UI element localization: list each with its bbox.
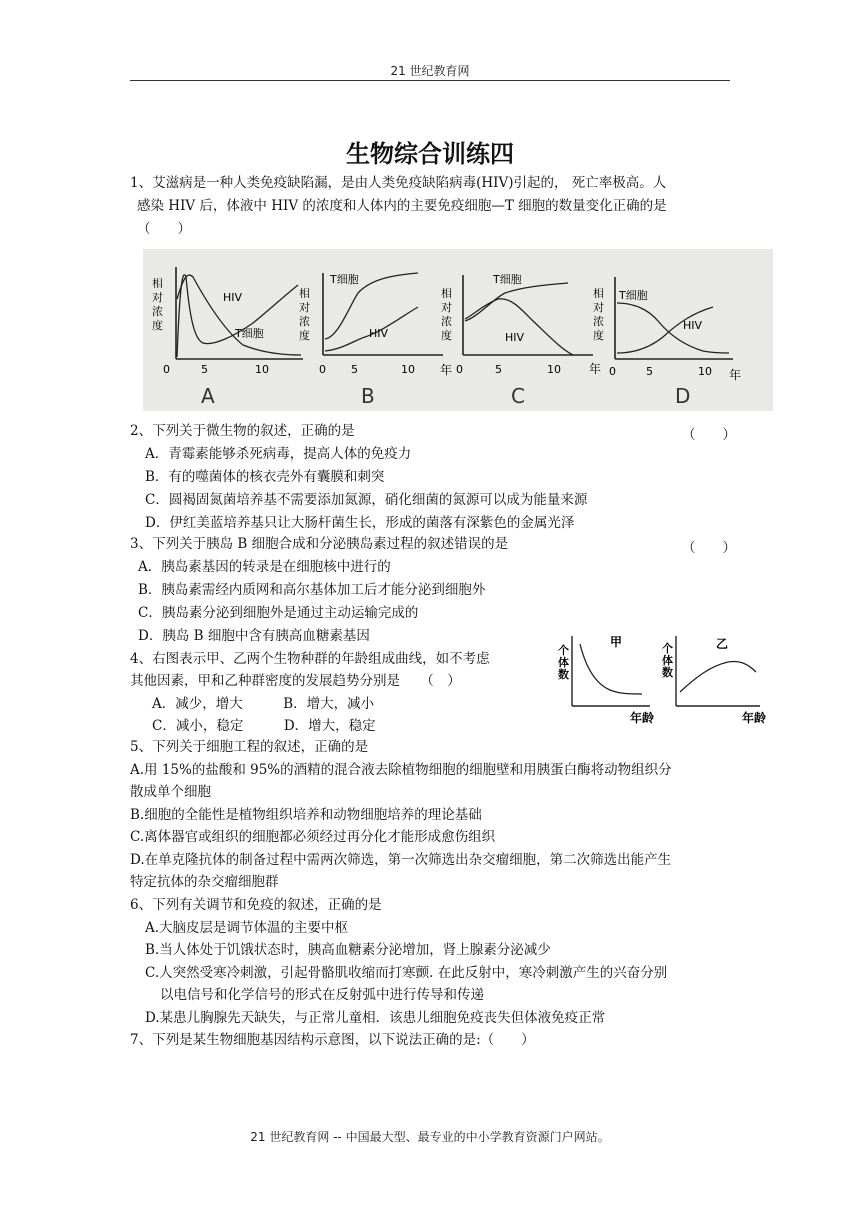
graph-a-t-label: T细胞 [235,327,264,340]
graph-a [152,267,303,408]
q5-option-a-line2: 散成单个细胞 [130,784,211,800]
q5-option-a-line1: A.用 15%的盐酸和 95%的酒精的混合液去除植物细胞的细胞壁和用胰蛋白酶将动物组织分 [130,762,672,778]
q2-option-b: B．有的噬菌体的核衣壳外有囊膜和刺突 [145,469,385,485]
graph-d-ylabel-2: 对 [593,301,604,314]
q2-option-d: D．伊红美蓝培养基只让大肠杆菌生长，形成的菌落有深紫色的金属光泽 [145,515,575,531]
graph-c-ylabel-3: 浓 [441,315,452,328]
page-title: 生物综合训练四 [346,140,514,168]
graph-a-curve-1 [177,275,298,357]
graph-d-ylabel-3: 浓 [593,315,604,328]
graph-c-t-label: T细胞 [493,273,522,286]
graph-yi-ylabel-3: 数 [662,666,673,679]
q3-option-a: A．胰岛素基因的转录是在细胞核中进行的 [138,559,391,575]
graph-yi-ylabel-2: 体 [662,654,673,667]
q5-option-d-line2: 特定抗体的杂交瘤细胞群 [130,874,279,890]
q5-option-d-line1: D.在单克隆抗体的制备过程中需两次筛选，第一次筛选出杂交瘤细胞，第二次筛选出能产生 [130,852,672,868]
q4-age-structure-figure [550,628,780,728]
graph-d-ylabel-1: 相 [593,287,604,300]
graph-b-ylabel-4: 度 [299,329,310,342]
q5-option-b: B.细胞的全能性是植物组织培养和动物细胞培养的理论基础 [130,807,482,823]
graph-a-ylabel-2: 对 [152,291,163,304]
graph-a-curve-2 [177,275,301,355]
q1-stem-line1: 1、艾滋病是一种人类免疫缺陷漏，是由人类免疫缺陷病毒(HIV)引起的， 死亡率极高。人 [130,175,667,191]
q1-graphs-svg [143,249,773,411]
graph-d-x-unit: 年 [729,368,742,382]
graph-b-tick-10: 10 [401,363,415,376]
graph-c-curve-1 [465,283,568,321]
q6-option-a: A.大脑皮层是调节体温的主要中枢 [145,920,349,936]
q6-stem: 6、下列有关调节和免疫的叙述，正确的是 [130,897,382,913]
graph-d-ylabel-4: 度 [593,329,604,342]
graph-jia-ylabel-3: 数 [558,668,569,681]
q1-answer-paren: （ ） [137,221,191,237]
q6-option-d: D.某患儿胸腺先天缺失，与正常儿童相．该患儿细胞免疫丧失但体液免疫正常 [145,1010,606,1026]
page-footer: 21 世纪教育网 -- 中国最大型、最专业的中小学教育资源门户网站。 [250,1130,610,1144]
graph-b-tick-0: 0 [319,363,326,376]
q2-option-a: A．青霉素能够杀死病毒，提高人体的免疫力 [145,446,412,462]
graph-c-tick-5: 5 [495,363,502,376]
graph-b [299,273,452,408]
page-header: 21 世纪教育网 [390,64,470,78]
graph-d [593,277,741,408]
graph-b-ylabel-2: 对 [299,301,310,314]
graph-a-ylabel-3: 浓 [152,305,163,318]
graph-yi [662,636,766,725]
graph-b-hiv-label: HIV [369,327,389,340]
graph-b-x-unit: 年 [440,363,453,377]
graph-jia-xlabel: 年龄 [630,711,655,725]
graph-d-t-label: T细胞 [619,289,648,302]
q6-option-c-line2: 以电信号和化学信号的形式在反射弧中进行传导和传递 [160,987,484,1003]
q3-option-d: D．胰岛 B 细胞中含有胰高血糖素基因 [138,628,370,644]
q5-option-c: C.离体器官或组织的细胞都必须经过再分化才能形成愈伤组织 [130,829,496,845]
graph-yi-curve [680,661,756,692]
q2-option-c: C．圆褐固氮菌培养基不需要添加氮源，硝化细菌的氮源可以成为能量来源 [145,492,588,508]
graph-c-ylabel-2: 对 [441,301,452,314]
graph-a-letter: A [201,384,215,408]
q4-options-cd: C．减小，稳定 D．增大，稳定 [152,718,376,734]
graph-d-tick-0: 0 [609,365,616,378]
graph-yi-xlabel: 年龄 [742,711,767,725]
graph-jia-label: 甲 [610,635,623,649]
graph-b-tick-5: 5 [351,363,358,376]
graph-b-letter: B [361,384,375,408]
q3-stem: 3、下列关于胰岛 B 细胞合成和分泌胰岛素过程的叙述错误的是 [130,536,509,552]
graph-c-hiv-label: HIV [505,331,525,344]
graph-c-ylabel-1: 相 [441,287,452,300]
q2-stem: 2、下列关于微生物的叙述，正确的是 [130,423,355,439]
graph-d-tick-10: 10 [698,365,712,378]
graph-jia [558,635,654,725]
graph-jia-curve [580,644,642,694]
graph-a-ylabel-1: 相 [152,277,163,290]
graph-c-tick-0: 0 [456,363,463,376]
q1-graphs-figure [143,249,773,411]
q4-stem-line1: 4、右图表示甲、乙两个生物种群的年龄组成曲线，如不考虑 [130,651,490,667]
graph-yi-label: 乙 [716,637,729,651]
graph-d-tick-5: 5 [646,365,653,378]
graph-c-ylabel-4: 度 [441,329,452,342]
q6-option-c-line1: C.人突然受寒冷刺激，引起骨骼肌收缩而打寒颤. 在此反射中，寒冷刺激产生的兴奋分别 [145,965,668,981]
graph-yi-ylabel-1: 个 [662,642,673,655]
q3-option-c: C．胰岛素分泌到细胞外是通过主动运输完成的 [138,605,419,621]
q7-stem: 7、下列是某生物细胞基因结构示意图，以下说法正确的是:（ ） [130,1032,535,1048]
graph-b-t-label: T细胞 [330,273,359,286]
graph-a-tick-10: 10 [255,363,269,376]
q3-answer-paren: （ ） [682,540,736,556]
q3-option-b: B．胰岛素需经内质网和高尔基体加工后才能分泌到细胞外 [138,582,486,598]
q4-options-ab: A．减少，增大 B．增大，减小 [152,696,375,712]
header-divider [130,80,730,81]
graph-c-letter: C [511,384,525,408]
graph-a-tick-5: 5 [201,363,208,376]
graph-c-x-unit: 年 [589,362,602,376]
q2-answer-paren: （ ） [682,427,736,443]
graph-a-hiv-label: HIV [223,291,243,304]
graph-c-curve-2 [465,299,573,355]
graph-c-tick-10: 10 [547,363,561,376]
graph-b-ylabel-3: 浓 [299,315,310,328]
graph-a-tick-0: 0 [163,363,170,376]
q5-stem: 5、下列关于细胞工程的叙述，正确的是 [130,739,369,755]
graph-jia-ylabel-2: 体 [558,656,569,669]
graph-jia-ylabel-1: 个 [558,644,569,657]
graph-a-ylabel-4: 度 [152,319,163,332]
graph-d-letter: D [675,384,691,408]
q6-option-b: B.当人体处于饥饿状态时，胰高血糖素分泌增加，肾上腺素分泌减少 [145,942,551,958]
q4-stem-line2: 其他因素，甲和乙种群密度的发展趋势分别是 （ ） [130,673,461,689]
graph-c [441,273,601,408]
q4-graphs-svg [550,628,780,728]
q1-stem-line2: 感染 HIV 后，体液中 HIV 的浓度和人体内的主要免疫细胞—T 细胞的数量变化正确的是 [137,198,667,214]
graph-b-ylabel-1: 相 [299,287,310,300]
graph-d-hiv-label: HIV [683,319,703,332]
